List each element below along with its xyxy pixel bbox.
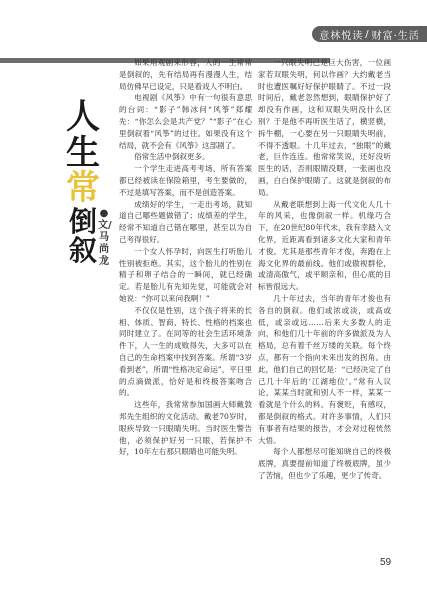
paragraph: 几十年过去，当年的青年才俊也有各自的倒叙。他们或浓或淡，或高或低，或亲或远……后来大多数人的走向，和他们几十年前的许多做派及为人格局，总有着千丝万缕的关联。每个终点，都有一个指向未来出发的拐角。由此，他们自己的回忆是：“已经决定了自己几十年后的‘江湖地位’。”常有人议论，某某当时就和别人不一样，某某一看就是个什么的料。有褒贬，有感叹，都是倒叙的格式。对许多事情，人们只有事者有结果的报告，才会对过程恍然大悟。 (258, 293, 391, 445)
author-byline: ●文/马尚龙 (98, 208, 112, 267)
paragraph: 一只眼失明已是巨大伤害，一位画家若双眼失明，何以作画？大约戴老当时也遭医嘱好好保护眼睛了。不过一段时间后，戴老忽然想到，眼睛保护好了却没有作画，这和双眼失明没什么区别？于是他不再听医生话了，横竖横，拆牛棚，一心要在另一只眼睛失明前，不得不透眼。十几年过去，“独眼”的戴老，巨作连连。他常常笑说，还好没听医生的话，否则眼睛没瞎，一张画也没画，白白保护眼睛了。这就是倒叙的布局。 (258, 58, 391, 197)
title-char: 人 (66, 97, 100, 137)
page-number: 59 (380, 557, 392, 568)
title-char: 生 (66, 132, 100, 173)
section-header-tab (312, 26, 427, 42)
section-label: 财富·生活 (371, 30, 420, 42)
paragraph: 成绩好的学生，一走出考场，就知道自己哪些题做错了；成绩差的学生，经常不知道自己错在哪里，甚至以为自己考得很好。 (119, 199, 252, 244)
paragraph: 俗常生活中倒叙更多。 (134, 152, 210, 162)
series-label: 意林悦读 (319, 30, 364, 42)
paragraph: 一个女人怀孕时，向医生打听胎儿性别被拒绝。其实，这个胎儿的性别在精子和卵子结合的一瞬间，就已经确定。若是胎儿有先知先觉，可能就会对她说：“你可以来问我啊！” (119, 246, 252, 303)
body-column-left (119, 57, 252, 458)
title-char: 倒 (68, 205, 97, 239)
paragraph: 这些年，我常常参加国画大师戴敦邦先生组织的文化活动。戴老70岁时，眼疾导致一只眼睛失明。当时医生警告他，必须保护好另一只眼，若保护不好，10年左右那只眼睛也可能失明。 (119, 400, 252, 457)
body-column-right (258, 57, 391, 482)
title-char: 叙 (68, 234, 97, 268)
paragraph: 每个人都想尽可能知晓自己的终极底牌，真要提前知道了终极底牌，虽少了苦恼，但也少了乐趣，更少了传奇。 (258, 447, 391, 480)
paragraph: 不仅仅是性别，这个孩子将来的长相、体质、智商、特长、性格的档案也同时建立了。在同等的社会生活环境条件下，人一生的成败得失，大多可以在自己的生命档案中找到答案。所谓“3岁看到老”，所谓“性格决定命运”，平日里的点滴做派，恰好是和终极答案吻合的。 (119, 305, 252, 398)
title-char-accent: 常 (66, 168, 100, 209)
paragraph: 从戴老联想到上海一代文化人几十年的风采，也像倒叙一样。机缘巧合下，在20世纪80年代末，我有幸踏入文化界，近距离看到诸多文化大家和青年才俊。尤其是那些青年才俊，奔跑在上海文化界的最前线。他们或傲视群伦，或清高傲气，或平顺亲和，但心底的目标皆很远大。 (258, 199, 391, 292)
paragraph: 如果用观剧来形容，人的一生常常是倒叙的，先有结局再有漫漫人生，结局仿佛早已设定，只是看戏人不明白。 (119, 58, 252, 91)
paragraph: 电视剧《风筝》中有一句很有意思的台词：“影子”韩冰问“风筝”郑耀先：“你怎么会是共产党？”“影子”在心里倒叙着“风筝”的过往。如果没有这个结局，就不会有《风筝》这部剧了。 (119, 93, 252, 150)
paragraph: 一个学生走进高考考场，所有答案都已经被读在保险箱里，考生要做的，不过是填写答案，而不是创造答案。 (119, 164, 252, 197)
header-separator: / (365, 28, 370, 40)
